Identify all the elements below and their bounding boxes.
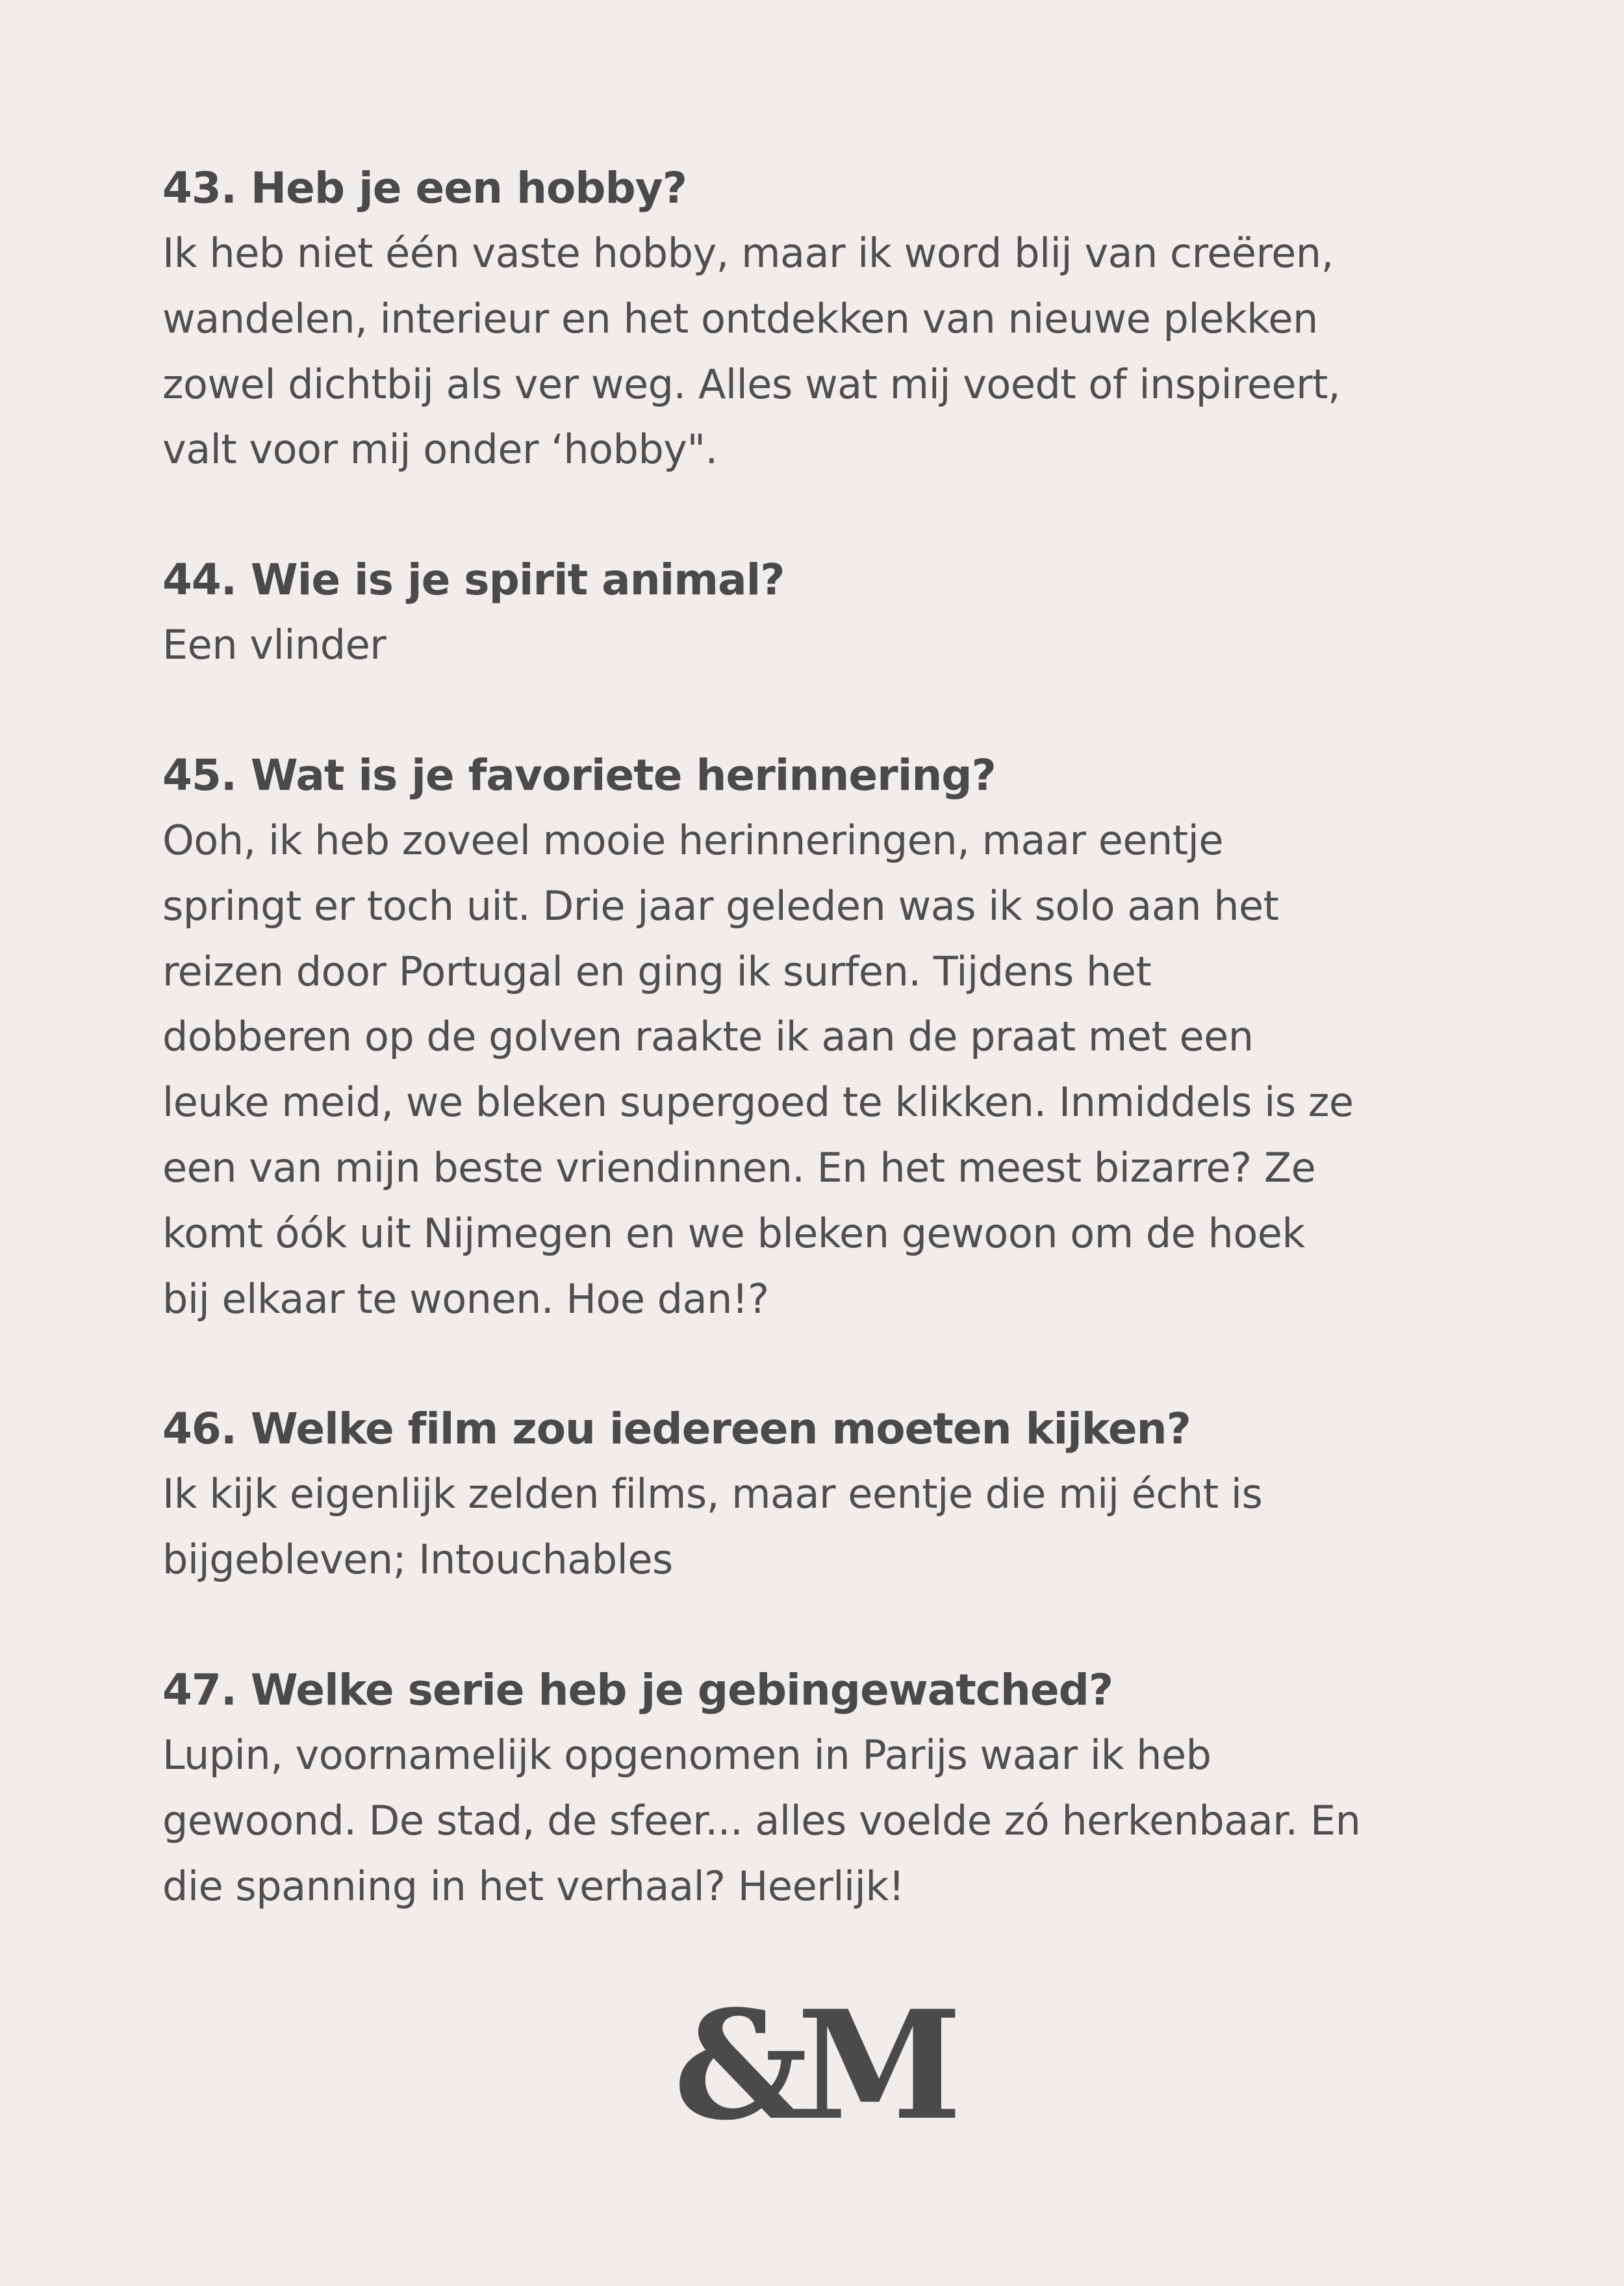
- question-title: 47. Welke serie heb je gebingewatched?: [162, 1664, 1113, 1715]
- answer-line: leuke meid, we bleken supergoed te klikken. Inmiddels is ze: [162, 1078, 1354, 1126]
- question-title: 44. Wie is je spirit animal?: [162, 555, 785, 605]
- answer-line: Een vlinder: [162, 621, 387, 669]
- answer-line: springt er toch uit. Drie jaar geleden was ik solo aan het: [162, 882, 1279, 930]
- question-title: 45. Wat is je favoriete herinnering?: [162, 750, 996, 800]
- answer-line: Lupin, voornamelijk opgenomen in Parijs waar ik heb: [162, 1731, 1212, 1779]
- answer-line: reizen door Portugal en ging ik surfen. Tijdens het: [162, 947, 1152, 995]
- question-title: 46. Welke film zou iedereen moeten kijken?: [162, 1404, 1191, 1454]
- answer-line: zowel dichtbij als ver weg. Alles wat mij voedt of inspireert,: [162, 360, 1341, 408]
- answer-line: valt voor mij onder ‘hobby".: [162, 425, 718, 474]
- answer-line: Ik kijk eigenlijk zelden films, maar eentje die mij écht is: [162, 1470, 1263, 1518]
- answer-line: komt óók uit Nijmegen en we bleken gewoon om de hoek: [162, 1209, 1305, 1257]
- answer-line: een van mijn beste vriendinnen. En het meest bizarre? Ze: [162, 1143, 1316, 1191]
- answer-line: wandelen, interieur en het ontdekken van nieuwe plekken: [162, 294, 1318, 342]
- answer-line: dobberen op de golven raakte ik aan de praat met een: [162, 1013, 1254, 1061]
- logo-text: &M: [673, 1978, 951, 2153]
- answer-line: die spanning in het verhaal? Heerlijk!: [162, 1862, 905, 1910]
- answer-line: Ik heb niet één vaste hobby, maar ik word blij van creëren,: [162, 229, 1334, 277]
- answer-line: bijgebleven; Intouchables: [162, 1536, 673, 1584]
- answer-line: bij elkaar te wonen. Hoe dan!?: [162, 1275, 769, 1323]
- qa-block-45: [162, 743, 1501, 1332]
- qa-document: [162, 156, 1501, 1984]
- question-title: 43. Heb je een hobby?: [162, 163, 687, 213]
- ampersand-m-logo-icon: [673, 1978, 951, 2153]
- answer-line: Ooh, ik heb zoveel mooie herinneringen, maar eentje: [162, 816, 1223, 864]
- qa-block-46: [162, 1397, 1501, 1593]
- qa-block-44: [162, 548, 1501, 678]
- brand-logo: [673, 1978, 951, 2153]
- qa-block-47: [162, 1658, 1501, 1919]
- qa-block-43: [162, 156, 1501, 483]
- answer-line: gewoond. De stad, de sfeer... alles voelde zó herkenbaar. En: [162, 1796, 1361, 1844]
